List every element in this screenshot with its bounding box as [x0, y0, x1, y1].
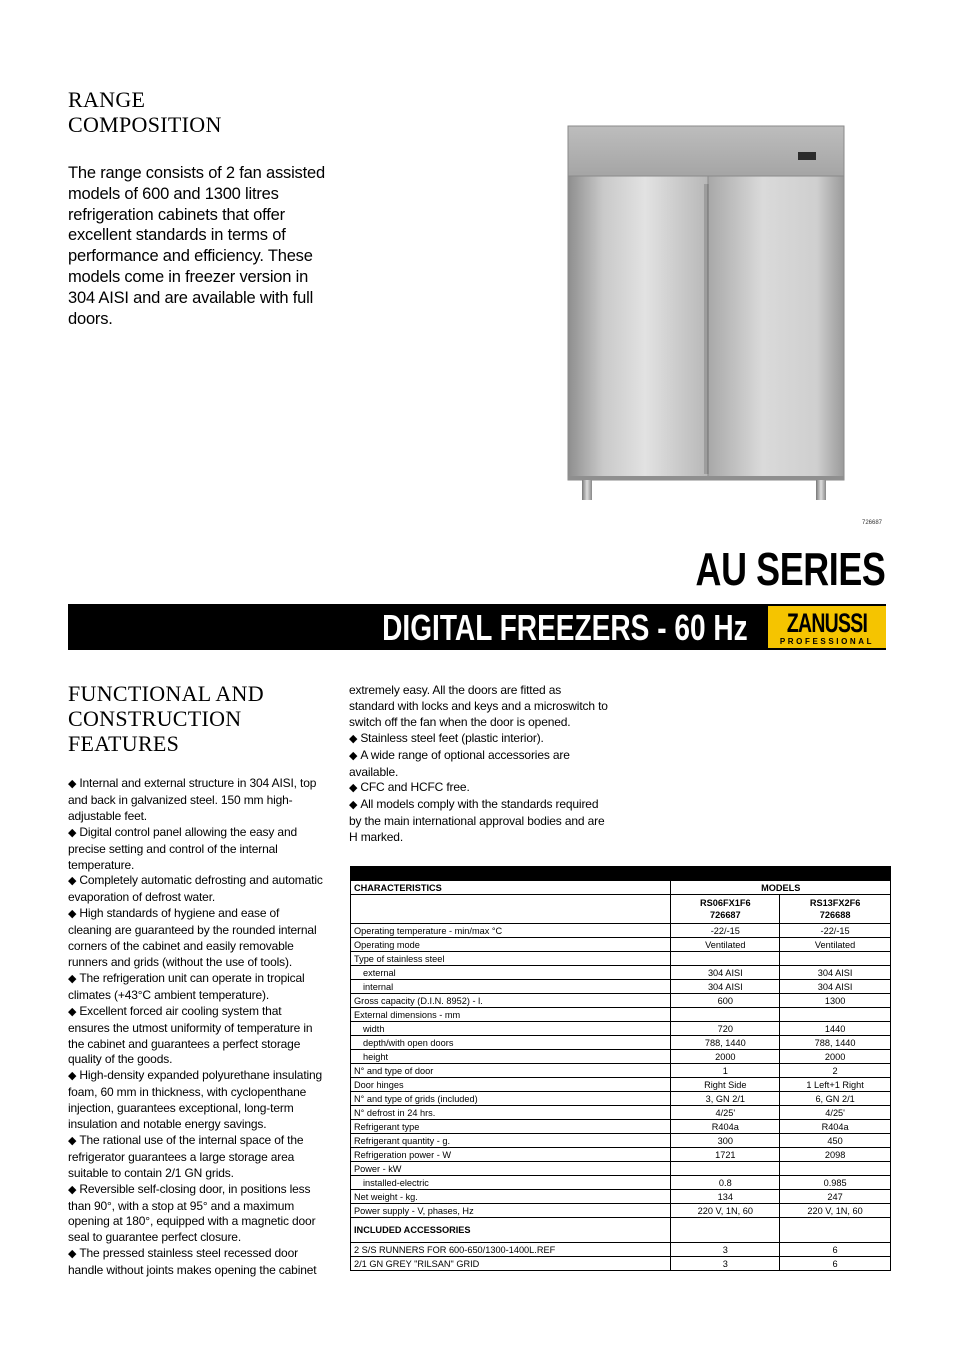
table-row	[351, 1204, 891, 1218]
row-label: N° defrost in 24 hrs.	[351, 1106, 671, 1120]
features-title-line2: CONSTRUCTION	[68, 706, 242, 731]
row-value-model-2	[780, 952, 891, 966]
row-value-model-2: 1300	[780, 994, 891, 1008]
row-label: installed-electric	[351, 1176, 671, 1190]
accessory-row	[351, 1243, 891, 1257]
series-title: AU SERIES	[695, 543, 885, 595]
feature-item: ◆ The pressed stainless steel recessed door handle without joints makes opening the cabinet	[68, 1246, 317, 1278]
diamond-bullet-icon: ◆	[68, 1183, 77, 1196]
row-value-model-1	[671, 952, 780, 966]
feature-item: ◆ Completely automatic defrosting and automatic evaporation of defrost water.	[68, 873, 323, 905]
row-label: N° and type of grids (included)	[351, 1092, 671, 1106]
models-row	[351, 895, 891, 924]
accessory-qty-model-1: 3	[671, 1243, 780, 1257]
row-label: Refrigerant type	[351, 1120, 671, 1134]
row-value-model-1: 1721	[671, 1148, 780, 1162]
model-1-name: RS06FX1F6	[700, 898, 751, 908]
row-value-model-1	[671, 1008, 780, 1022]
row-label: Door hinges	[351, 1078, 671, 1092]
model-2-cell	[780, 895, 891, 924]
diamond-bullet-icon: ◆	[68, 1005, 77, 1018]
row-label: external	[351, 966, 671, 980]
table-row	[351, 1162, 891, 1176]
row-value-model-1: 720	[671, 1022, 780, 1036]
feature-item: ◆ The rational use of the internal space of the refrigerator guarantees a large storage area suitable to contain 2/1 GN grids.	[68, 1132, 304, 1180]
diamond-bullet-icon: ◆	[68, 972, 77, 985]
row-value-model-2: 304 AISI	[780, 966, 891, 980]
row-value-model-2: 1 Left+1 Right	[780, 1078, 891, 1092]
row-value-model-2: 2000	[780, 1050, 891, 1064]
row-value-model-1: 304 AISI	[671, 980, 780, 994]
table-row	[351, 980, 891, 994]
row-value-model-2: 247	[780, 1190, 891, 1204]
diamond-bullet-icon: ◆	[68, 778, 77, 790]
diamond-bullet-icon: ◆	[349, 782, 358, 795]
features-title-line1: FUNCTIONAL AND	[68, 681, 264, 706]
row-value-model-1: 788, 1440	[671, 1036, 780, 1050]
row-label: Gross capacity (D.I.N. 8952) - l.	[351, 994, 671, 1008]
diamond-bullet-icon: ◆	[349, 799, 358, 812]
features-column-1	[68, 776, 324, 1279]
feature-item: ◆ CFC and HCFC free.	[349, 780, 470, 795]
table-row	[351, 966, 891, 980]
row-label: N° and type of door	[351, 1064, 671, 1078]
row-value-model-2: 6, GN 2/1	[780, 1092, 891, 1106]
photo-code: 726687	[862, 520, 883, 526]
feature-item: ◆ Reversible self-closing door, in positions less than 90°, with a stop at 95° and a maximum opening at 180°, equipped with a magnetic door seal to guarantee perfect closure.	[68, 1181, 316, 1245]
row-value-model-2: Ventilated	[780, 938, 891, 952]
table-row	[351, 952, 891, 966]
table-row	[351, 1064, 891, 1078]
models-header: MODELS	[671, 881, 891, 895]
row-value-model-1: 134	[671, 1190, 780, 1204]
left-door	[568, 176, 708, 480]
model-2-name: RS13FX2F6	[809, 898, 861, 908]
row-label: Operating temperature - min/max °C	[351, 924, 671, 938]
characteristics-table	[350, 866, 891, 1271]
accessories-header-row	[351, 1218, 891, 1243]
range-title-line2: COMPOSITION	[68, 112, 222, 137]
feature-item: ◆ High standards of hygiene and ease of cleaning are guaranteed by the rounded internal corners of the cabinet and easily removable runners and grids (without the use of tools).	[68, 906, 317, 969]
row-value-model-2: R404a	[780, 1120, 891, 1134]
row-label: Power - kW	[351, 1162, 671, 1176]
table-row	[351, 1050, 891, 1064]
row-value-model-1: 1	[671, 1064, 780, 1078]
accessories-header: INCLUDED ACCESSORIES	[351, 1218, 671, 1243]
row-label: Type of stainless steel	[351, 952, 671, 966]
range-composition-title	[68, 87, 328, 137]
row-label: Power supply - V, phases, Hz	[351, 1204, 671, 1218]
row-value-model-2: 788, 1440	[780, 1036, 891, 1050]
row-value-model-2: 1440	[780, 1022, 891, 1036]
table-row	[351, 1008, 891, 1022]
row-value-model-2: 2098	[780, 1148, 891, 1162]
row-label: Refrigerant quantity - g.	[351, 1134, 671, 1148]
table-row	[351, 1148, 891, 1162]
range-composition-text: The range consists of 2 fan assisted models of 600 and 1300 litres refrigeration cabinets that offer excellent standards in terms of performance and efficiency. These models come in freezer version in 304 AISI and are available with full doors.	[68, 164, 325, 328]
row-value-model-1: 0.8	[671, 1176, 780, 1190]
row-value-model-2: 304 AISI	[780, 980, 891, 994]
feature-item: ◆ Internal and external structure in 304 AISI, top and back in galvanized steel. 150 mm high-adjustable feet.	[68, 776, 317, 823]
model-1-cell	[671, 895, 780, 924]
table-row	[351, 1106, 891, 1120]
features-column-2	[349, 683, 609, 846]
diamond-bullet-icon: ◆	[68, 908, 77, 921]
row-value-model-1: 304 AISI	[671, 966, 780, 980]
row-value-model-1: Ventilated	[671, 938, 780, 952]
row-value-model-1: R404a	[671, 1120, 780, 1134]
accessory-label: 2 S/S RUNNERS FOR 600-650/1300-1400L.REF	[351, 1243, 671, 1257]
diamond-bullet-icon: ◆	[68, 1070, 77, 1083]
row-value-model-2: -22/-15	[780, 924, 891, 938]
row-value-model-2: 4/25'	[780, 1106, 891, 1120]
table-row	[351, 1078, 891, 1092]
table-row	[351, 924, 891, 938]
table-row	[351, 1092, 891, 1106]
accessory-qty-model-2: 6	[780, 1243, 891, 1257]
row-value-model-1	[671, 1162, 780, 1176]
row-value-model-2: 0.985	[780, 1176, 891, 1190]
row-label: Net weight - kg.	[351, 1190, 671, 1204]
row-label: width	[351, 1022, 671, 1036]
feature-continuation: extremely easy. All the doors are fitted as standard with locks and keys and a microswitch to switch off the fan when the door is opened.	[349, 683, 608, 729]
feature-item: ◆ Digital control panel allowing the easy and precise setting and control of the internal temperature.	[68, 824, 298, 872]
row-value-model-1: 3, GN 2/1	[671, 1092, 780, 1106]
right-foot	[816, 480, 826, 500]
diamond-bullet-icon: ◆	[349, 732, 358, 745]
table-row	[351, 1134, 891, 1148]
range-title-line1: RANGE	[68, 87, 146, 112]
feature-item: ◆ Stainless steel feet (plastic interior).	[349, 730, 544, 745]
row-value-model-2: 450	[780, 1134, 891, 1148]
features-title-line3: FEATURES	[68, 731, 180, 756]
row-value-model-2	[780, 1008, 891, 1022]
diamond-bullet-icon: ◆	[68, 1248, 77, 1261]
accessory-row	[351, 1257, 891, 1271]
row-label: Operating mode	[351, 938, 671, 952]
freezer-product-image	[560, 124, 852, 504]
row-value-model-1: -22/-15	[671, 924, 780, 938]
feature-item: ◆ A wide range of optional accessories are available.	[349, 747, 570, 779]
display-panel	[798, 152, 816, 160]
row-label: internal	[351, 980, 671, 994]
table-row	[351, 1036, 891, 1050]
diamond-bullet-icon: ◆	[68, 875, 77, 888]
row-value-model-1: 600	[671, 994, 780, 1008]
row-value-model-1: 2000	[671, 1050, 780, 1064]
feature-item: ◆ High-density expanded polyurethane insulating foam, 60 mm in thickness, with cyclopenthane injection, guarantees exceptional, long-term insulation and notable energy savings.	[68, 1068, 323, 1132]
row-value-model-1: 300	[671, 1134, 780, 1148]
model-2-code: 726688	[819, 910, 851, 920]
row-label: Refrigeration power - W	[351, 1148, 671, 1162]
table-top-bar	[351, 867, 891, 881]
row-value-model-2	[780, 1162, 891, 1176]
table-row	[351, 994, 891, 1008]
row-label: depth/with open doors	[351, 1036, 671, 1050]
diamond-bullet-icon: ◆	[68, 1134, 77, 1147]
row-value-model-2: 2	[780, 1064, 891, 1078]
title-banner	[68, 604, 886, 650]
row-label: height	[351, 1050, 671, 1064]
row-label: External dimensions - mm	[351, 1008, 671, 1022]
table-header-row	[351, 881, 891, 895]
logo-name: ZANUSSI	[786, 608, 868, 638]
row-value-model-1: 220 V, 1N, 60	[671, 1204, 780, 1218]
left-foot	[582, 480, 592, 500]
row-value-model-2: 220 V, 1N, 60	[780, 1204, 891, 1218]
table-row	[351, 938, 891, 952]
diamond-bullet-icon: ◆	[68, 826, 77, 839]
feature-item: ◆ All models comply with the standards required by the main international approval bodies and are H marked.	[349, 797, 605, 845]
table-row	[351, 1022, 891, 1036]
banner-title: DIGITAL FREEZERS - 60 Hz	[382, 607, 748, 648]
logo-subtitle: PROFESSIONAL	[779, 637, 875, 646]
characteristics-header: CHARACTERISTICS	[351, 881, 671, 895]
row-value-model-1: Right Side	[671, 1078, 780, 1092]
feature-item: ◆ Excellent forced air cooling system that ensures the utmost uniformity of temperature in the cabinet and guarantees a perfect storage quality of the goods.	[68, 1003, 313, 1067]
table-row	[351, 1176, 891, 1190]
table-row	[351, 1120, 891, 1134]
row-value-model-1: 4/25'	[671, 1106, 780, 1120]
diamond-bullet-icon: ◆	[349, 749, 358, 762]
zanussi-logo	[768, 606, 886, 648]
features-title	[68, 681, 328, 756]
accessory-qty-model-1: 3	[671, 1257, 780, 1271]
table-row	[351, 1190, 891, 1204]
accessory-qty-model-2: 6	[780, 1257, 891, 1271]
accessory-label: 2/1 GN GREY "RILSAN" GRID	[351, 1257, 671, 1271]
model-1-code: 726687	[709, 910, 741, 920]
freezer-illustration	[560, 124, 852, 504]
feature-item: ◆ The refrigeration unit can operate in tropical climates (+43°C ambient temperature).	[68, 970, 305, 1002]
right-door	[708, 176, 844, 480]
